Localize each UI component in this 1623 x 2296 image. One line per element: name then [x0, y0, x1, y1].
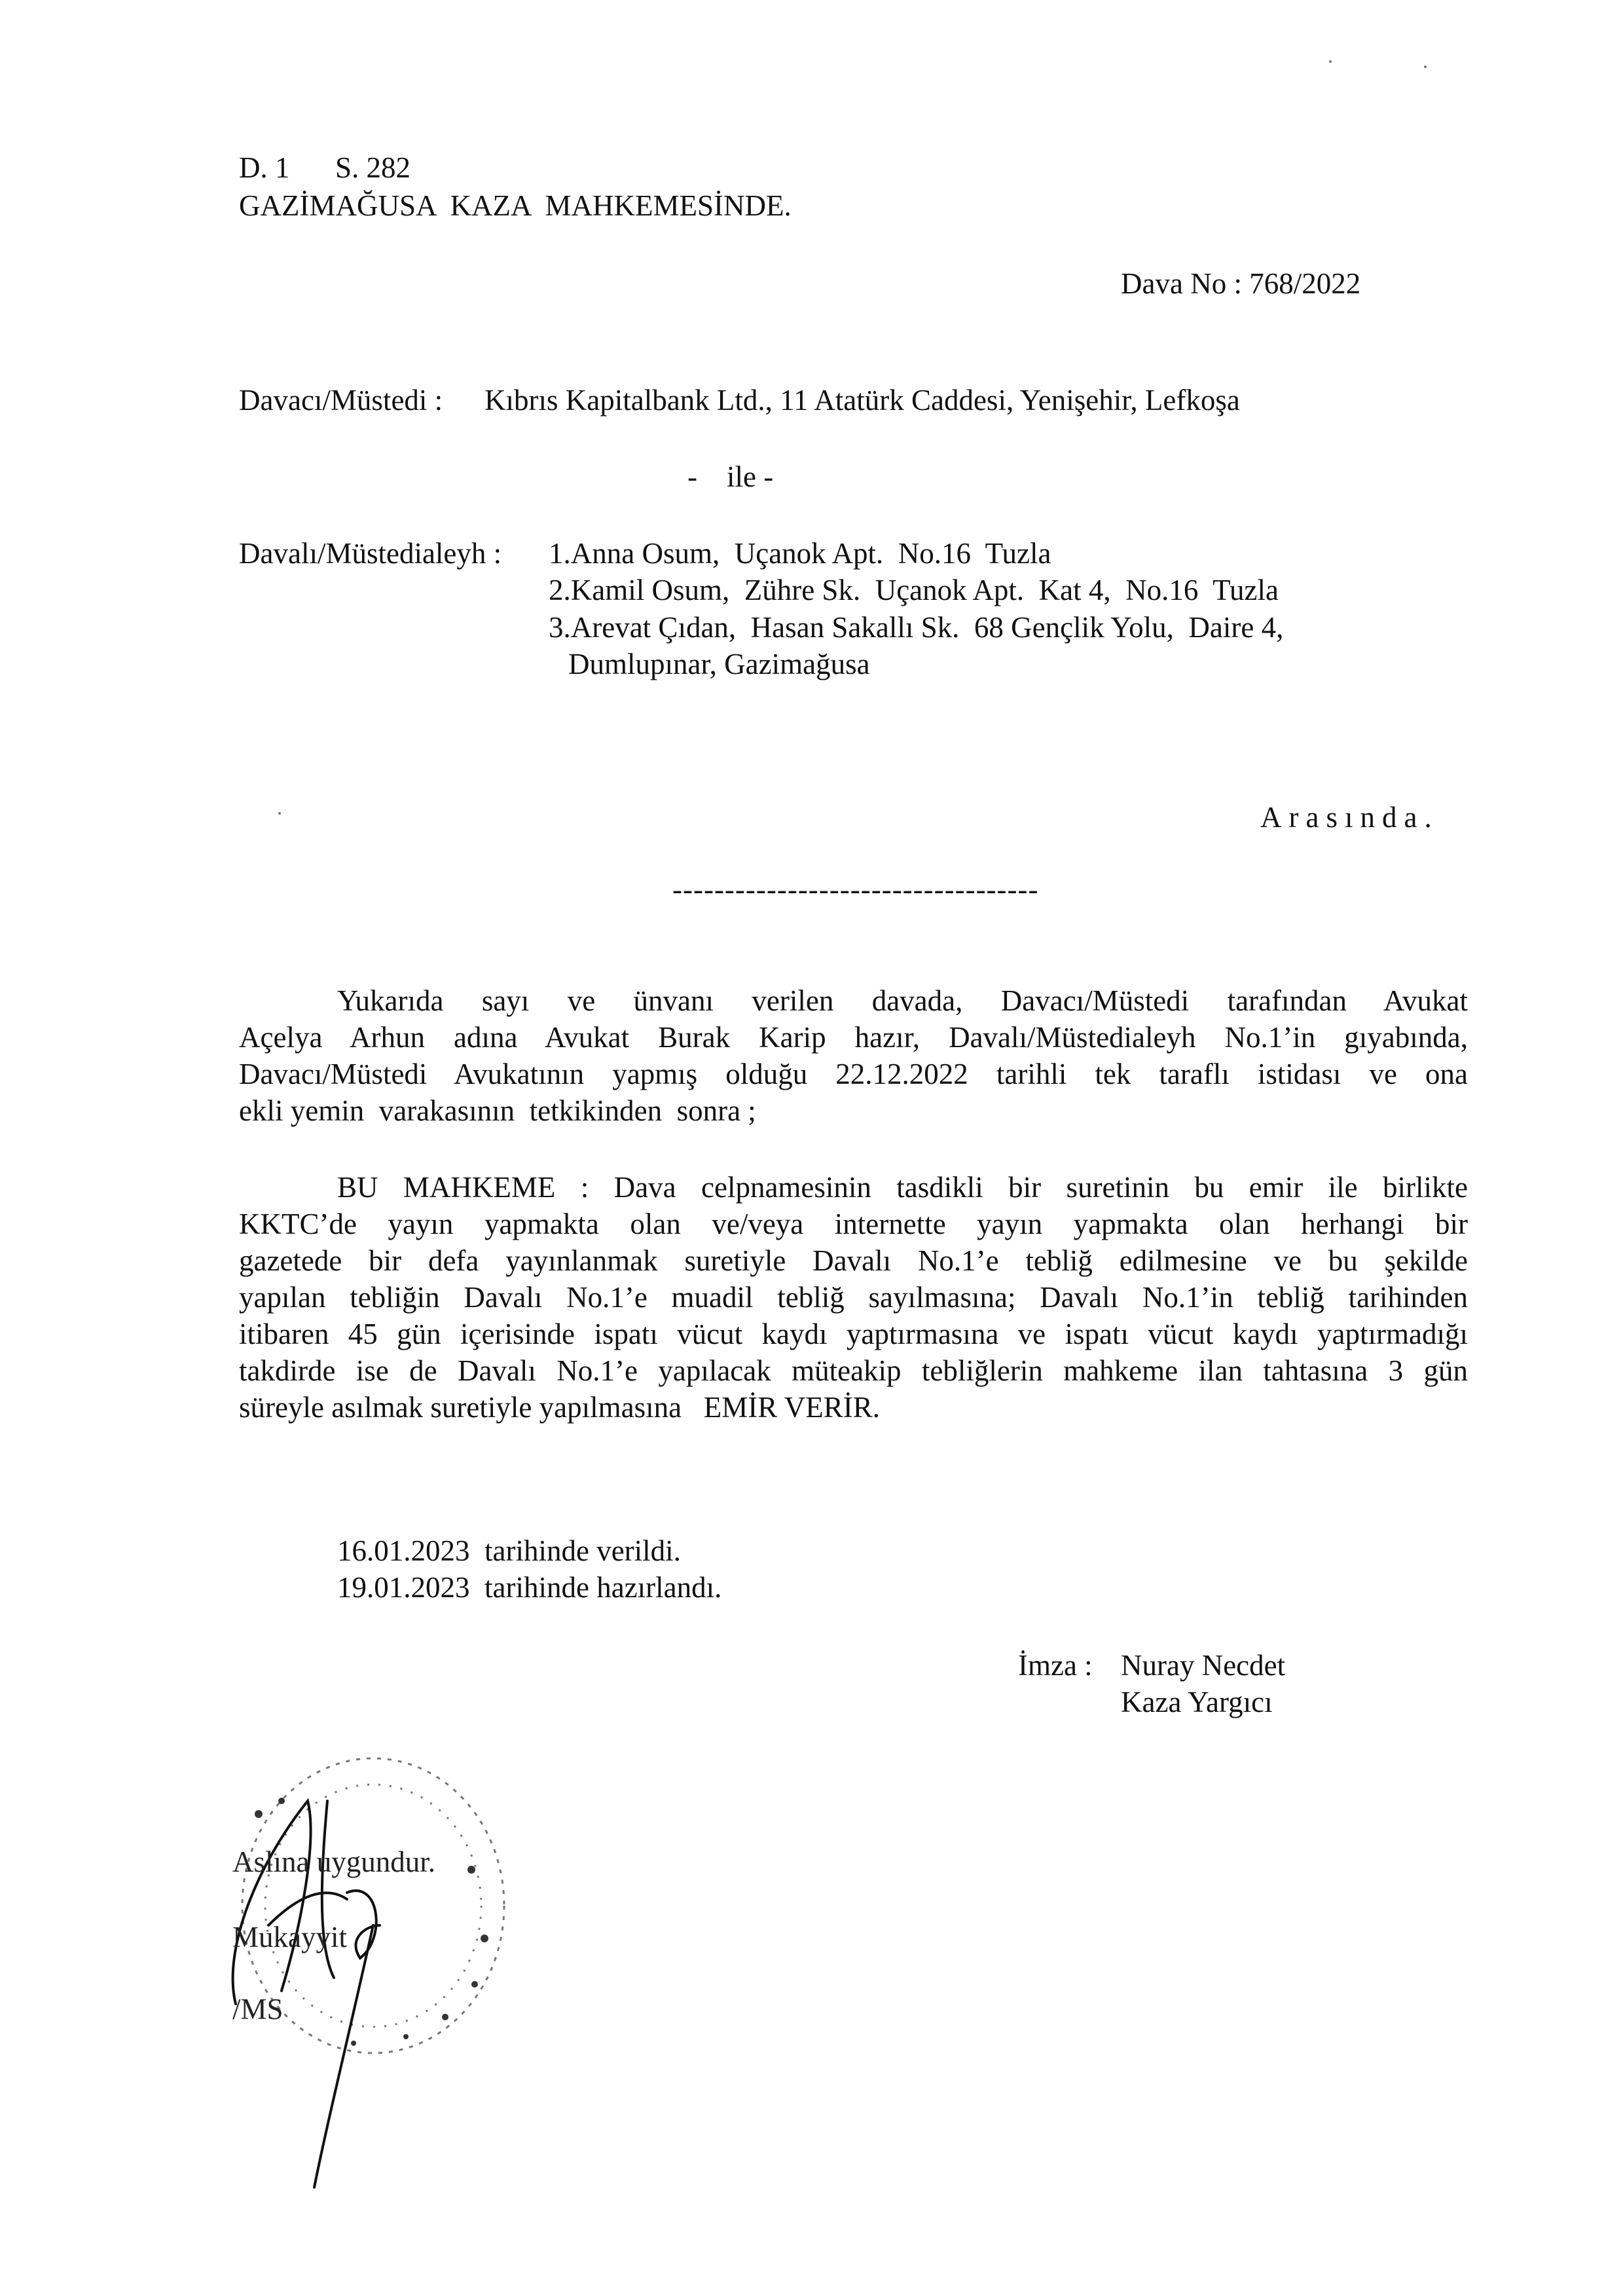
defendant-2: 2.Kamil Osum, Zühre Sk. Uçanok Apt. Kat 4, No.16 Tuzla [549, 574, 1279, 606]
date-given: 16.01.2023 tarihinde verildi. [337, 1534, 681, 1567]
seal-stamp-icon [196, 1729, 537, 2200]
stamp-certified-text: Aslına uygundur. [232, 1845, 435, 1878]
para2-line6: takdirde ise de Davalı No.1’e yapılacak müteakip tebliğlerin mahkeme ilan tahtasına 3 gün [239, 1354, 1468, 1387]
para2-line3: gazetede bir defa yayınlanmak suretiyle Davalı No.1’e tebliğ edilmesine ve bu şekilde [239, 1244, 1468, 1277]
judge-name: Nuray Necdet [1121, 1649, 1286, 1682]
scan-speck [1424, 65, 1427, 68]
file-ref-s: S. 282 [335, 151, 411, 184]
between-label: Arasında. [1260, 801, 1439, 834]
judge-title: Kaza Yargıcı [1121, 1686, 1273, 1718]
para1-line2: Açelya Arhun adına Avukat Burak Karip hazır, Davalı/Müstedialeyh No.1’in gıyabında, [239, 1021, 1468, 1054]
date-prepared: 19.01.2023 tarihinde hazırlandı. [337, 1571, 722, 1604]
plaintiff-label: Davacı/Müstedi : [239, 384, 443, 417]
para2-line4: yapılan tebliğin Davalı No.1’e muadil tebliğ sayılmasına; Davalı No.1’in tebliğ tarihinden [239, 1281, 1468, 1314]
defendant-label: Davalı/Müstedialeyh : [239, 537, 502, 570]
para1-line3: Davacı/Müstedi Avukatının yapmış olduğu 22.12.2022 tarihli tek taraflı istidası ve ona [239, 1058, 1468, 1090]
plaintiff-details: Kıbrıs Kapitalbank Ltd., 11 Atatürk Caddesi, Yenişehir, Lefkoşa [484, 384, 1240, 417]
stamp-initials-text: /MS [232, 1993, 283, 2026]
stamp-clerk-text: Mukayyit [232, 1921, 347, 1953]
defendant-3: 3.Arevat Çıdan, Hasan Sakallı Sk. 68 Gençlik Yolu, Daire 4, [549, 611, 1284, 644]
para2-line7: süreyle asılmak suretiyle yapılmasına EMİR VERİR. [239, 1391, 880, 1424]
defendant-3-cont: Dumlupınar, Gazimağusa [568, 648, 870, 680]
para1-line4: ekli yemin varakasının tetkikinden sonra ; [239, 1094, 756, 1127]
scan-speck [1329, 60, 1332, 63]
para2-line2: KKTC’de yayın yapmakta olan ve/veya internette yayın yapmakta olan herhangi bir [239, 1208, 1468, 1240]
para1-line1: Yukarıda sayı ve ünvanı verilen davada, Davacı/Müstedi tarafından Avukat [337, 984, 1468, 1017]
scan-speck [278, 812, 281, 815]
file-ref-d: D. 1 [239, 151, 290, 184]
section-divider: ----------------------------------- [672, 873, 1039, 906]
para2-line1: BU MAHKEME : Dava celpnamesinin tasdikli bir suretinin bu emir ile birlikte [337, 1171, 1468, 1204]
defendant-1: 1.Anna Osum, Uçanok Apt. No.16 Tuzla [549, 537, 1051, 570]
court-name: GAZİMAĞUSA KAZA MAHKEMESİNDE. [239, 189, 792, 222]
case-number: Dava No : 768/2022 [1121, 267, 1361, 300]
para2-line5: itibaren 45 gün içerisinde ispatı vücut kaydı yaptırmasına ve ispatı vücut kaydı yaptırmadığı [239, 1318, 1468, 1350]
signature-label: İmza : [1018, 1649, 1093, 1682]
parties-connector: - ile - [687, 460, 774, 493]
